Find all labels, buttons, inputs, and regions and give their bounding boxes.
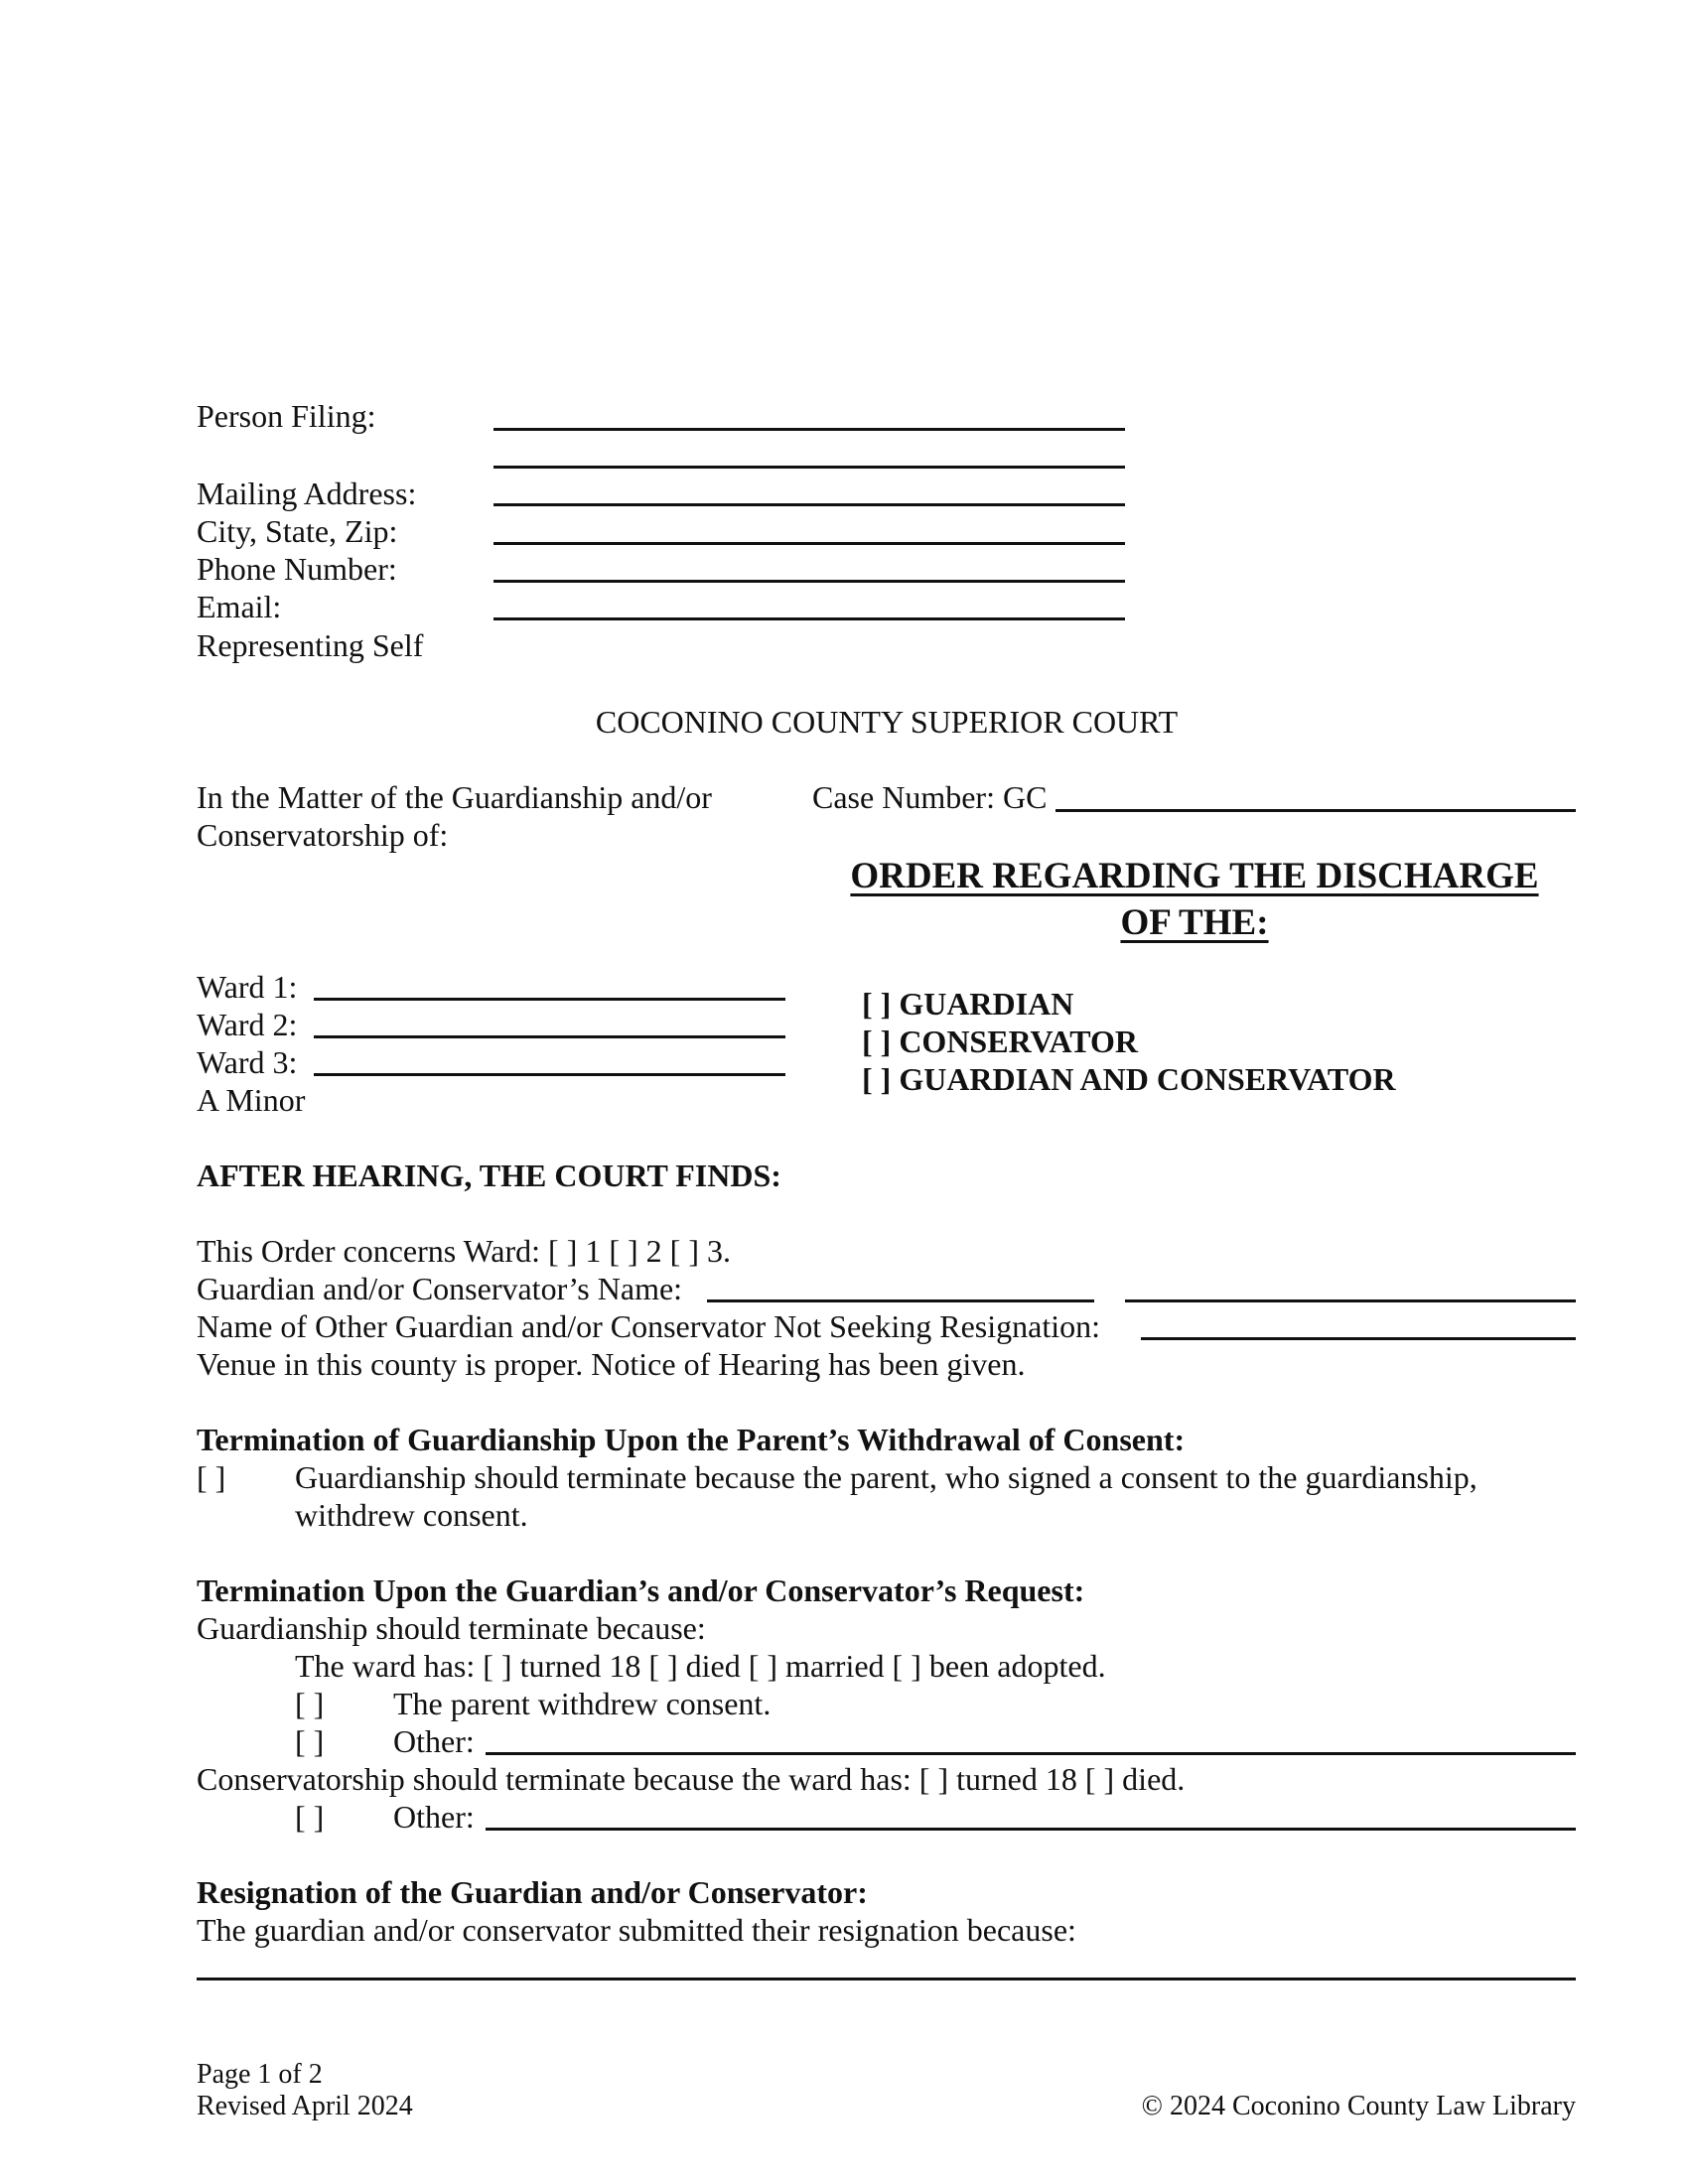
copyright-notice: © 2024 Coconino County Law Library: [1141, 2091, 1576, 2121]
ward-1-field[interactable]: [314, 998, 785, 1001]
guardianship-other-field[interactable]: [486, 1752, 1576, 1755]
email-label: Email:: [197, 589, 282, 624]
other-guardian-label: Name of Other Guardian and/or Conservator Not Seeking Resignation:: [197, 1308, 1100, 1344]
matter-line-2: Conservatorship of:: [197, 817, 449, 853]
guardianship-other-label: Other:: [393, 1723, 475, 1759]
revised-date: Revised April 2024: [197, 2091, 413, 2121]
matter-line-1: In the Matter of the Guardianship and/or: [197, 779, 712, 815]
resignation-reason-field[interactable]: [197, 1978, 1576, 1980]
conservatorship-other-checkbox[interactable]: [ ]: [295, 1799, 325, 1835]
mailing-address-label: Mailing Address:: [197, 476, 417, 511]
option-guardian-checkbox[interactable]: [ ] GUARDIAN: [862, 986, 1074, 1022]
order-title-line-2: OF THE:: [1120, 902, 1269, 943]
court-name: COCONINO COUNTY SUPERIOR COURT: [595, 704, 1179, 740]
termination-request-heading: Termination Upon the Guardian’s and/or Conservator’s Request:: [197, 1572, 1085, 1608]
guardian-name-field-2[interactable]: [1125, 1299, 1576, 1302]
conservatorship-other-label: Other:: [393, 1799, 475, 1835]
guardian-name-label: Guardian and/or Conservator’s Name:: [197, 1271, 683, 1306]
ward-2-label: Ward 2:: [197, 1007, 298, 1042]
guardian-name-field[interactable]: [707, 1299, 1094, 1302]
guardianship-other-checkbox[interactable]: [ ]: [295, 1723, 325, 1759]
parent-withdrew-checkbox[interactable]: [ ]: [295, 1686, 325, 1721]
parent-withdrew-label: The parent withdrew consent.: [393, 1686, 772, 1721]
option-conservator-checkbox[interactable]: [ ] CONSERVATOR: [862, 1024, 1139, 1059]
ward-3-label: Ward 3:: [197, 1044, 298, 1080]
venue-statement: Venue in this county is proper. Notice of Hearing has been given.: [197, 1346, 1026, 1382]
termination-consent-checkbox[interactable]: [ ]: [197, 1459, 226, 1495]
ward-3-field[interactable]: [314, 1073, 785, 1076]
other-guardian-field[interactable]: [1141, 1337, 1576, 1340]
page-number: Page 1 of 2: [197, 2059, 323, 2090]
representing-self-label: Representing Self: [197, 627, 424, 663]
termination-consent-heading: Termination of Guardianship Upon the Parent’s Withdrawal of Consent:: [197, 1422, 1186, 1457]
ward-1-label: Ward 1:: [197, 969, 298, 1005]
conservatorship-other-field[interactable]: [486, 1828, 1576, 1831]
termination-consent-text-1: Guardianship should terminate because the parent, who signed a consent to the guardianship,: [295, 1459, 1477, 1495]
a-minor-label: A Minor: [197, 1082, 306, 1118]
phone-number-label: Phone Number:: [197, 551, 397, 587]
city-state-zip-label: City, State, Zip:: [197, 513, 398, 549]
order-title-line-1: ORDER REGARDING THE DISCHARGE: [850, 856, 1539, 896]
case-number-field[interactable]: [1055, 809, 1576, 812]
findings-heading: AFTER HEARING, THE COURT FINDS:: [197, 1158, 781, 1193]
city-state-zip-field[interactable]: [493, 542, 1125, 545]
email-field[interactable]: [493, 617, 1125, 620]
option-guardian-and-conservator-checkbox[interactable]: [ ] GUARDIAN AND CONSERVATOR: [862, 1061, 1396, 1097]
order-concerns-ward[interactable]: This Order concerns Ward: [ ] 1 [ ] 2 [ ] 3.: [197, 1233, 731, 1269]
mailing-address-field[interactable]: [493, 503, 1125, 506]
ward-has-options[interactable]: The ward has: [ ] turned 18 [ ] died [ ] married [ ] been adopted.: [295, 1648, 1106, 1684]
case-number-label: Case Number: GC: [812, 779, 1048, 815]
ward-2-field[interactable]: [314, 1035, 785, 1038]
resignation-text: The guardian and/or conservator submitted their resignation because:: [197, 1912, 1076, 1948]
termination-consent-text-2: withdrew consent.: [295, 1497, 528, 1533]
person-filing-label: Person Filing:: [197, 398, 376, 434]
guardianship-terminate-intro: Guardianship should terminate because:: [197, 1610, 706, 1646]
resignation-heading: Resignation of the Guardian and/or Conservator:: [197, 1874, 868, 1910]
person-filing-field-2[interactable]: [493, 466, 1125, 469]
person-filing-field[interactable]: [493, 428, 1125, 431]
conservatorship-terminate-line[interactable]: Conservatorship should terminate because the ward has: [ ] turned 18 [ ] died.: [197, 1761, 1186, 1797]
phone-number-field[interactable]: [493, 580, 1125, 583]
